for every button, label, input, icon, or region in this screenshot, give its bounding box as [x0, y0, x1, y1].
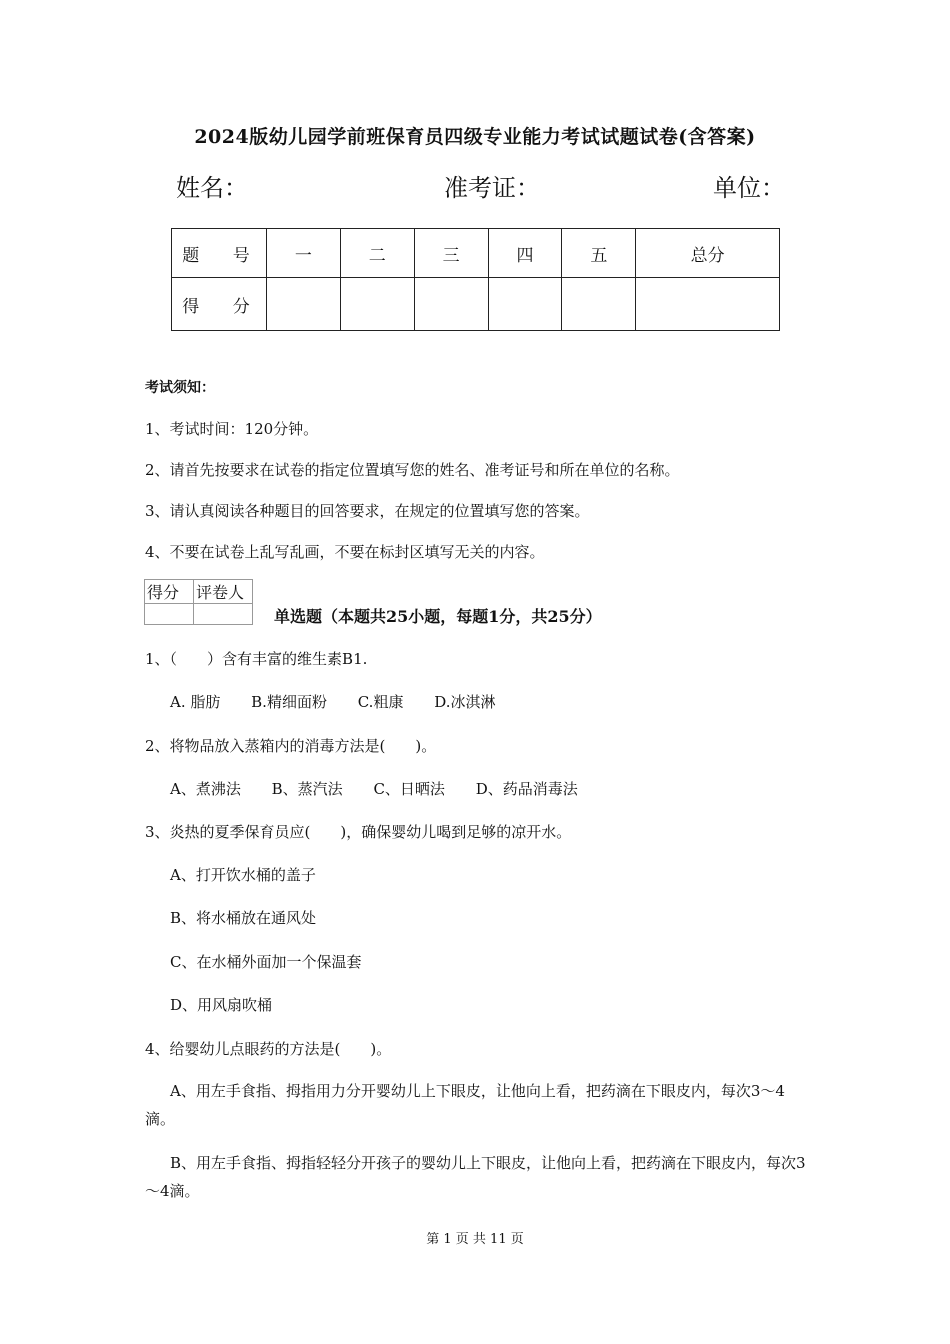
question-stem: 1、（ ）含有丰富的维生素B1. — [145, 650, 368, 668]
notice-item: 4、不要在试卷上乱写乱画，不要在标封区填写无关的内容。 — [145, 543, 545, 561]
option: B、将水桶放在通风处 — [170, 909, 317, 927]
section-heading: 单选题（本题共25小题，每题1分，共25分） — [274, 607, 602, 626]
name-label: 姓名： — [176, 174, 248, 202]
page-title: 2024版幼儿园学前班保育员四级专业能力考试试题试卷(含答案) — [194, 126, 756, 148]
option: C、日晒法 — [373, 780, 445, 798]
option: D.冰淇淋 — [434, 693, 496, 711]
question-stem: 2、将物品放入蒸箱内的消毒方法是( )。 — [145, 737, 437, 755]
score-label: 得 分 — [172, 278, 267, 331]
column-3: 三 — [414, 229, 488, 278]
option: B.精细面粉 — [251, 693, 327, 711]
question-stem: 4、给婴幼儿点眼药的方法是( )。 — [145, 1040, 392, 1058]
page-footer: 第 1 页 共 11 页 — [426, 1232, 524, 1247]
score-table — [171, 228, 780, 331]
option: A、煮沸法 — [170, 780, 241, 798]
option-paragraph: A、用左手食指、拇指用力分开婴幼儿上下眼皮，让他向上看，把药滴在下眼皮内，每次3～4滴。 — [145, 1082, 785, 1128]
option: C、在水桶外面加一个保温套 — [170, 953, 362, 971]
option: D、药品消毒法 — [475, 780, 578, 798]
score-cell-3 — [414, 278, 488, 331]
candidate-info-row — [176, 168, 786, 204]
question-options — [170, 778, 604, 799]
notice-title: 考试须知： — [145, 380, 215, 396]
option: B、蒸汽法 — [271, 780, 343, 798]
score-cell-total — [636, 278, 780, 331]
grader-name-cell — [194, 604, 253, 625]
option-paragraph: B、用左手食指、拇指轻轻分开孩子的婴幼儿上下眼皮，让他向上看，把药滴在下眼皮内，每次3～4滴。 — [145, 1154, 806, 1200]
question-number-label: 题 号 — [172, 229, 267, 278]
column-5: 五 — [562, 229, 636, 278]
score-cell-2 — [340, 278, 414, 331]
grader-score-cell — [145, 604, 194, 625]
ticket-number-label: 准考证： — [444, 174, 540, 202]
column-1: 一 — [267, 229, 341, 278]
option: D、用风扇吹桶 — [170, 996, 273, 1014]
notice-item: 3、请认真阅读各种题目的回答要求，在规定的位置填写您的答案。 — [145, 502, 590, 520]
grader-name-label: 评卷人 — [194, 580, 253, 604]
option: C.粗康 — [357, 693, 404, 711]
option: A、打开饮水桶的盖子 — [170, 866, 316, 884]
notice-item: 2、请首先按要求在试卷的指定位置填写您的姓名、准考证号和所在单位的名称。 — [145, 461, 680, 479]
grader-box — [144, 579, 253, 625]
column-total: 总分 — [636, 229, 780, 278]
score-table-score-row — [172, 278, 780, 331]
column-2: 二 — [340, 229, 414, 278]
unit-label: 单位： — [713, 174, 785, 202]
score-cell-5 — [562, 278, 636, 331]
column-4: 四 — [488, 229, 562, 278]
score-cell-1 — [267, 278, 341, 331]
question-options — [170, 691, 522, 712]
question-stem: 3、炎热的夏季保育员应( )，确保婴幼儿喝到足够的凉开水。 — [145, 823, 572, 841]
score-cell-4 — [488, 278, 562, 331]
option: A. 脂肪 — [170, 693, 221, 711]
notice-item: 1、考试时间：120分钟。 — [145, 420, 319, 438]
score-table-header-row — [172, 229, 780, 278]
grader-score-label: 得分 — [145, 580, 194, 604]
